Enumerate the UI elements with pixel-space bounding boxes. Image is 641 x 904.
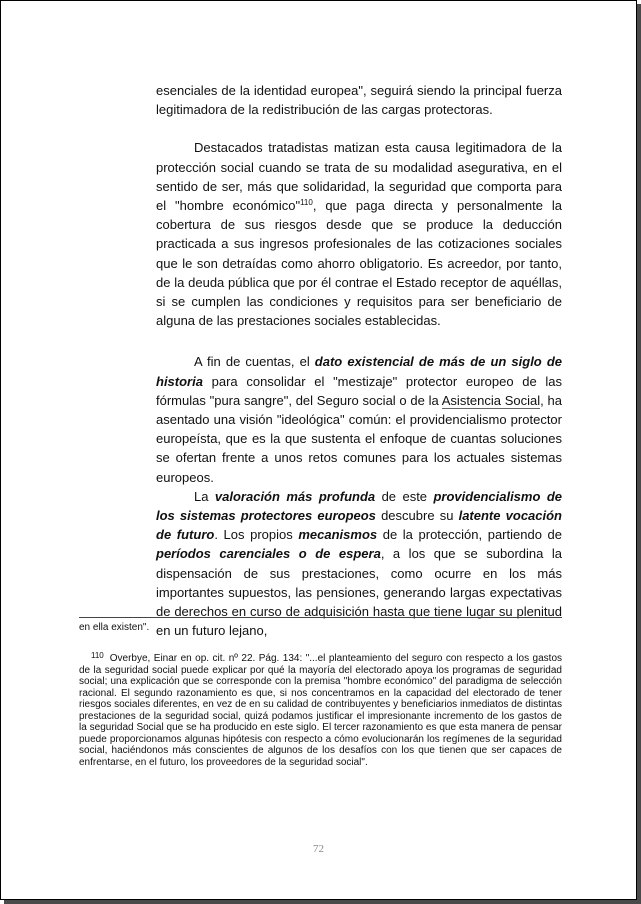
paragraph-4-text-b: de este bbox=[375, 488, 434, 504]
footnote-110 bbox=[79, 650, 562, 768]
paragraph-2-text-b: , que paga directa y personalmente la cobertura de sus riesgos desde que se produce la deducción practicada a sus ingresos profesionales de las cotizaciones sociales que le son detraídas como ahorro obligatorio. Es acreedor, por tanto, de la deuda pública que por él contrae el Estado receptor de aquéllas, si se cumplen las condiciones y requisitos para ser beneficiario de alguna de las prestaciones sociales establecidas. bbox=[156, 198, 562, 329]
paragraph-3-text-c: , ha asentado una visión "ideológica" común: el providencialismo protector europeísta, que es la que sustenta el enfoque de cuantas soluciones se ofertan frente a unos retos comunes para los actuales sistemas europeos. bbox=[156, 392, 562, 485]
body-text bbox=[156, 81, 562, 640]
paragraph-2-text-a: Destacados tratadistas matizan esta causa legitimadora de la protección social cuando se trata de su modalidad asegurativa, en el sentido de ser, más que solidaridad, la seguridad que comporta para el "hombre económico" bbox=[156, 140, 562, 214]
footnote-110-number: 110 bbox=[91, 651, 104, 660]
paragraph-4-emphasis-2: providencialismo de los sistemas protectores europeos bbox=[156, 488, 563, 524]
paragraph-4-emphasis-3: latente vocación de futuro bbox=[156, 508, 562, 543]
footnote-reference-110[interactable]: 110 bbox=[300, 198, 313, 208]
footnote-continuation: en ella existen". bbox=[79, 622, 150, 633]
paragraph-3-underlined-term: Asistencia Social bbox=[441, 392, 541, 408]
paragraph-4-emphasis-4: mecanismos bbox=[298, 527, 378, 543]
paragraph-4-text-f: , a los que se subordina la dispensación de sus prestaciones, como ocurre en los más importantes supuestos, las pensiones, generando largas expectativas de derechos en curso de adquisición hasta que tiene lugar su plenitud en un futuro lejano, bbox=[156, 546, 562, 639]
paragraph-3-emphasis: dato existencial de más de un siglo de historia bbox=[156, 354, 562, 389]
paragraph-4-text-d: . Los propios bbox=[214, 527, 299, 543]
paragraph-2 bbox=[156, 138, 562, 330]
page-number: 72 bbox=[313, 843, 324, 855]
paragraph-1 bbox=[156, 81, 562, 119]
paragraph-4-text-e: de la protección, partiendo de bbox=[377, 527, 562, 543]
footnote-110-text: Overbye, Einar en op. cit. nº 22. Pág. 134: "...el planteamiento del seguro con respecto a los gastos de la seguridad social puede explicar por qué la mayoría del electorado apoya los programas de seguridad social; una explicación que se corresponde con la premisa "hombre económico" del paradigma de selección racional. El segundo razonamiento es que, si nos concentramos en la capacidad del electorado de tener riesgos sociales diferentes, en vez de en su calidad de contribuyentes y beneficiarios inmediatos de distintas prestaciones de la seguridad social, quizá podamos justificar el impresionante incremento de los gastos de la seguridad Social que se ha producido en este siglo. El tercer razonamiento es que esta manera de pensar puede proporcionamos algunas hipótesis con respecto a cómo evolucionarán los regímenes de la seguridad social, haciéndonos más conscientes de algunos de los desafíos con los que tienen que ser capaces de enfrentarse, en el futuro, los proveedores de la seguridad social". bbox=[79, 653, 562, 768]
paragraph-1-text: esenciales de la identidad europea", seguirá siendo la principal fuerza legitimadora de la redistribución de las cargas protectoras. bbox=[156, 83, 562, 118]
footnote-separator bbox=[79, 617, 562, 618]
paragraph-3-text-a: A fin de cuentas, el bbox=[194, 354, 315, 370]
paragraph-3-text-b: para consolidar el "mestizaje" protector europeo de las fórmulas "pura sangre", del Seguro social o de la bbox=[156, 373, 562, 408]
paragraph-3 bbox=[156, 352, 562, 486]
paragraph-4-emphasis-1: valoración más profunda bbox=[214, 488, 376, 504]
paragraph-4-text-c: descubre su bbox=[375, 508, 459, 524]
paragraph-4-emphasis-5: períodos carenciales o de espera bbox=[156, 546, 381, 562]
paragraph-4-text-a: La bbox=[194, 488, 215, 504]
